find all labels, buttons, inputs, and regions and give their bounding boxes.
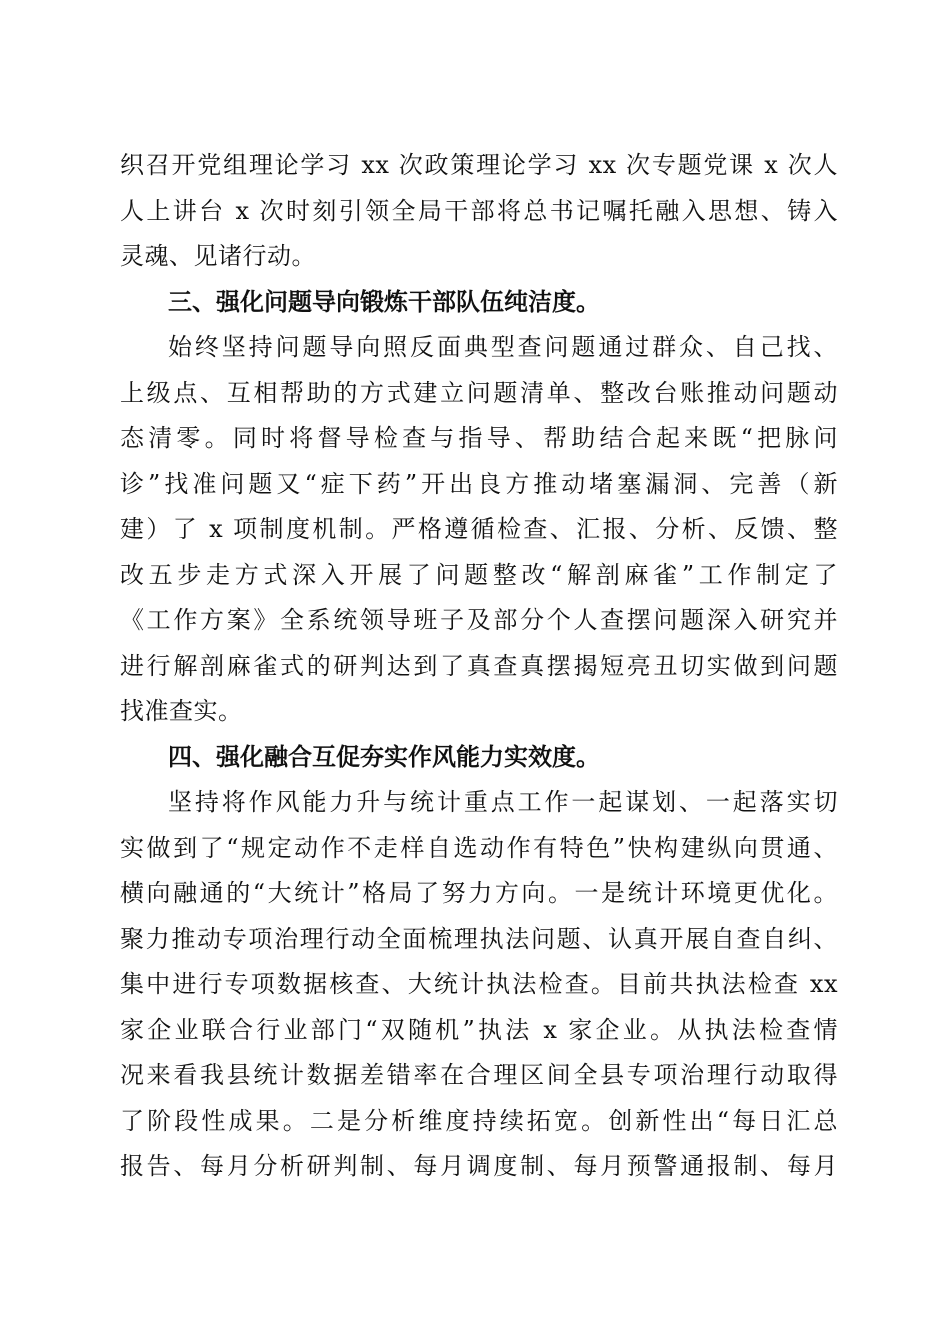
paragraph-section-4 bbox=[120, 780, 838, 1190]
text-line: 况来看我县统计数据差错率在合理区间全县专项治理行动取得 bbox=[120, 1061, 838, 1089]
text-line: 实做到了“规定动作不走样自选动作有特色”快构建纵向贯通、 bbox=[120, 833, 838, 862]
text-line: 了阶段性成果。二是分析维度持续拓宽。创新性出“每日汇总 bbox=[120, 1106, 838, 1135]
text-line: 态清零。同时将督导检查与指导、帮助结合起来既“把脉问 bbox=[120, 424, 838, 452]
paragraph-continued bbox=[120, 143, 838, 280]
text-line: 《工作方案》全系统领导班子及部分个人查摆问题深入研究并 bbox=[120, 606, 838, 634]
text-line: 始终坚持问题导向照反面典型查问题通过群众、自己找、 bbox=[168, 333, 838, 361]
text-line: 建）了 x 项制度机制。严格遵循检查、汇报、分析、反馈、整 bbox=[120, 515, 838, 543]
text-line: 报告、每月分析研判制、每月调度制、每月预警通报制、每月 bbox=[120, 1152, 838, 1180]
text-line: 坚持将作风能力升与统计重点工作一起谋划、一起落实切 bbox=[168, 788, 838, 816]
text-line: 找准查实。 bbox=[120, 697, 243, 725]
text-line: 家企业联合行业部门“双随机”执法 x 家企业。从执法检查情 bbox=[120, 1015, 838, 1044]
section-heading-3: 三、强化问题导向锻炼干部队伍纯洁度。 bbox=[168, 287, 600, 316]
document-body bbox=[120, 143, 838, 1190]
text-line: 上级点、互相帮助的方式建立问题清单、整改台账推动问题动 bbox=[120, 378, 838, 407]
section-heading-4: 四、强化融合互促夯实作风能力实效度。 bbox=[168, 742, 600, 771]
text-line: 织召开党组理论学习 xx 次政策理论学习 xx 次专题党课 x 次人 bbox=[120, 151, 838, 179]
text-line: 横向融通的“大统计”格局了努力方向。一是统计环境更优化。 bbox=[120, 879, 838, 907]
paragraph-section-3 bbox=[120, 325, 838, 735]
text-line: 灵魂、见诸行动。 bbox=[120, 242, 316, 270]
text-line: 人上讲台 x 次时刻引领全局干部将总书记嘱托融入思想、铸入 bbox=[120, 196, 838, 225]
text-line: 聚力推动专项治理行动全面梳理执法问题、认真开展自查自纠、 bbox=[120, 924, 838, 953]
text-line: 诊”找准问题又“症下药”开出良方推动堵塞漏洞、完善（新 bbox=[120, 469, 838, 498]
text-line: 改五步走方式深入开展了问题整改“解剖麻雀”工作制定了 bbox=[120, 560, 838, 589]
text-line: 集中进行专项数据核查、大统计执法检查。目前共执法检查 xx bbox=[120, 970, 838, 998]
text-line: 进行解剖麻雀式的研判达到了真查真摆揭短亮丑切实做到问题 bbox=[120, 651, 838, 680]
